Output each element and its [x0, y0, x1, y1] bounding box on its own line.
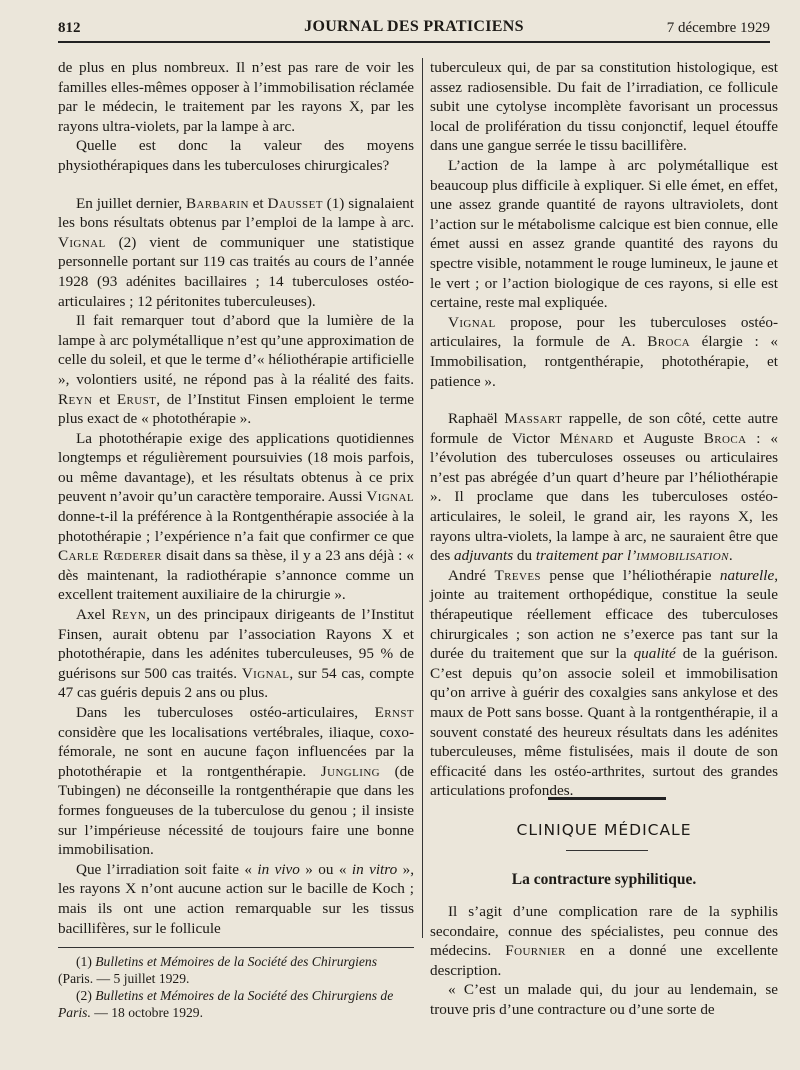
paragraph: « C’est un malade qui, du jour au lendemain, se trouve pris d’une contracture ou d’une sorte de — [430, 981, 778, 1018]
author-name: Broca — [647, 333, 690, 351]
paragraph: En juillet dernier, Barbarin et Dausset (1) signalaient les bons résultats obtenus par l’emploi de la lampe à arc. Vignal (2) vient de communiquer une statistique personnelle portant sur 119 cas traités au cours de l’année 1928 (93 adénites bacillaires ; 14 tuberculoses ostéo-articulaires ; 12 péritonites tuberculeuses). — [58, 194, 414, 310]
author-name: Treves — [494, 566, 541, 584]
paragraph: Quelle est donc la valeur des moyens physiothérapiques dans les tuberculoses chirurgicales? — [58, 137, 414, 174]
header-rule — [58, 41, 770, 43]
article-title: La contracture syphilitique. — [511, 871, 697, 888]
italic-term: naturelle — [719, 566, 775, 584]
paragraph: Que l’irradiation soit faite « in vivo » ou « in vitro », les rayons X n’ont aucune action sur le bacille de Koch ; mais ils ont une action remarquable sur les tissus bacillifères, sur le follicule — [58, 860, 415, 937]
author-name: Erust — [116, 390, 157, 408]
paragraph: Raphaël Massart rappelle, de son côté, cette autre formule de Victor Ménard et Auguste Broca : « l’évolution des tuberculoses osseuses ou articulaires n’est pas abrégée d’un quart d’heure par l’héliothérapie ». Il proclame que dans les tuberculoses ostéo-articulaires, le soleil, le grand air, les rayons X, les rayons ultra-violets, la lampe à arc, ne sauraient être que des adjuvants du traitement par l’immobilisation. — [430, 410, 778, 565]
article-body — [430, 902, 778, 1020]
italic-term: immobilisation — [636, 547, 729, 565]
italic-term: qualité — [633, 645, 676, 663]
paragraph: Il fait remarquer tout d’abord que la lumière de la lampe à arc polymétallique n’est qu’une approximation de celle du soleil, et que le terme d’« héliothérapie artificielle », volontiers usité, ne répond pas à la réalité des faits. Reyn et Erust, de l’Institut Finsen emploient le terme plus exact de « photothérapie ». — [58, 312, 414, 428]
section-separator — [548, 797, 666, 800]
footnote-1: (1) Bulletins et Mémoires de la Société des Chirurgiens (Paris. — 5 juillet 1929. — [58, 954, 378, 986]
italic-term: traitement par l’ — [535, 547, 637, 565]
author-name: Broca — [703, 429, 747, 447]
footnote-rule — [58, 947, 414, 948]
author-name: Jungling — [320, 762, 381, 780]
author-name: Vignal — [58, 233, 106, 251]
italic-term: in vivo — [257, 860, 300, 878]
page-header — [58, 18, 770, 40]
paragraph: Axel Reyn, un des principaux dirigeants de l’Institut Finsen, aurait obtenu par l’association Rayons X et photothérapie, dans les adénites tuberculeuses, 95 % de guérisons sur 500 cas traités. Vignal, sur 54 cas, compte 47 cas guéris depuis 2 ans ou plus. — [58, 606, 415, 702]
author-name: Ernst — [374, 704, 414, 721]
italic-term: adjuvants — [454, 547, 514, 565]
italic-term: in vitro — [351, 860, 398, 878]
author-name: Carle Rœderer — [58, 547, 163, 565]
paragraph: Il s’agit d’une complication rare de la syphilis secondaire, connue des spécialistes, peu connue des médecins. Fournier en a donné une excellente description. — [430, 903, 779, 979]
paragraph: Dans les tuberculoses ostéo-articulaires, Ernst considère que les localisations vertébrales, iliaque, coxo-fémorale, ne sont en aucune façon influencées par la photothérapie et la rontgenthérapie. Jungling (de Tubingen) ne déconseille la rontgenthérapie que dans les formes fongueuses de la tuberculose du genou ; il insiste sur l’impérieuse nécessité de toujours faire une bonne immobilisation. — [58, 704, 414, 859]
author-name: Massart — [504, 410, 563, 428]
author-name: Vignal — [448, 313, 496, 331]
author-name: Fournier — [505, 942, 566, 960]
paragraph: tuberculeux qui, de par sa constitution histologique, est assez radiosensible. Du fait de l’irradiation, ce follicule subit une cytolyse incomplète favorisant un processus local de prolifération du tissu conjonctif, lequel étouffe dans une gangue serrée le tissu bacillifère. — [430, 59, 778, 155]
issue-date: 7 décembre 1929 — [666, 20, 770, 36]
right-column — [430, 58, 778, 801]
left-column — [58, 58, 414, 938]
paragraph: La photothérapie exige des applications quotidiennes longtemps et régulièrement poursuivies (18 mois parfois, ou même davantage), et les résultats obtenus à ce prix peuvent n’avoir qu’un caractère temporaire. Aussi Vignal donne-t-il la préférence à la Rontgenthérapie associée à la photothérapie ; l’expérience n’a fait que confirmer ce que Carle Rœderer disait dans sa thèse, il y a 23 ans déjà : « dès maintenant, la radiothérapie s’annonce comme un excellent traitement auxiliaire de la chirurgie ». — [58, 429, 414, 604]
section-title: CLINIQUE MÉDICALE — [516, 821, 692, 839]
column-divider — [422, 58, 423, 938]
author-name: Ménard — [559, 429, 614, 447]
author-name: Barbarin — [186, 194, 249, 212]
author-name: Reyn — [111, 606, 147, 624]
footnotes — [58, 953, 414, 1021]
paragraph: L’action de la lampe à arc polymétallique est beaucoup plus difficile à expliquer. Si elle émet, en effet, une assez grande quantité de rayons ultraviolets, dont l’action sur le métabolisme calcique est bien connue, elle émet aussi en assez grande quantité des rayons du spectre visible, notamment le rouge lumineux, le jaune et le vert ; or l’action biologique de ces rayons, si elle est certaine, reste mal expliquée. — [430, 156, 778, 312]
author-name: Vignal — [366, 488, 414, 506]
footnote-2: (2) Bulletins et Mémoires de la Société des Chirurgiens de Paris. — 18 octobre 1929. — [58, 988, 394, 1020]
paragraph: André Treves pense que l’héliothérapie naturelle, jointe au traitement orthopédique, constitue la seule thérapeutique réellement efficace des tuberculoses chirurgicales ; son action ne s’exerce pas tant sur la durée du traitement que sur la qualité de la guérison. C’est depuis qu’on associe soleil et immobilisation qu’on arrive à guérir des coxalgies sans ankylose et des maux de Pott sans bosse. Quant à la rontgenthérapie, il a souvent constaté des heureux résultats dans les adénites tuberculeuses, même fistulisées, mais il doute de son efficacité dans les ostéo-arthrites, surtout des grandes articulations profondes. — [430, 566, 778, 800]
section-underline — [566, 850, 648, 851]
author-name: Vignal — [241, 664, 290, 682]
author-name: Reyn — [58, 390, 93, 408]
paragraph: Vignal propose, pour les tuberculoses ostéo-articulaires, la formule de A. Broca élargie : « Immobilisation, rontgenthérapie, photothérapie, et patience ». — [430, 313, 778, 390]
author-name: Dausset — [267, 194, 323, 212]
paragraph: de plus en plus nombreux. Il n’est pas rare de voir les familles elles-mêmes opposer à l’immobilisation réclamée par le médecin, le traitement par les rayons X, par les rayons ultra-violets, par la lampe à arc. — [58, 59, 414, 135]
journal-title: JOURNAL DES PRATICIENS — [304, 18, 524, 35]
page-number: 812 — [58, 20, 81, 36]
